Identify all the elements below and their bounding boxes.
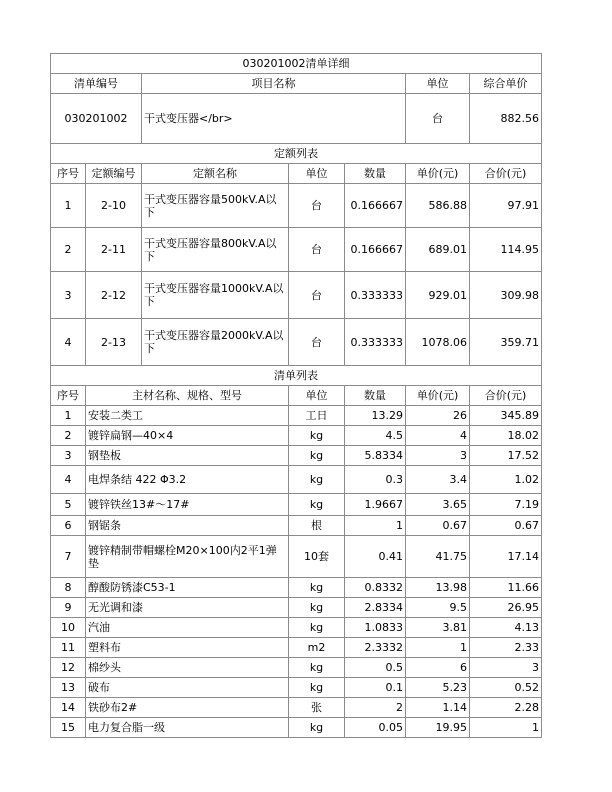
material-price: 1.14 xyxy=(406,698,470,718)
material-name: 钢锯条 xyxy=(86,516,289,536)
material-name: 钢垫板 xyxy=(86,446,289,466)
quota-section-title: 定额列表 xyxy=(51,144,542,164)
quota-col-header: 合价(元) xyxy=(470,164,542,184)
materials-col-header: 单位 xyxy=(289,386,345,406)
material-name: 安装二类工 xyxy=(86,406,289,426)
material-name: 镀锌铁丝13#～17# xyxy=(86,494,289,516)
material-price: 1 xyxy=(406,638,470,658)
quota-section-row xyxy=(51,144,542,164)
code-header: 清单编号 xyxy=(51,74,142,94)
material-row xyxy=(51,426,542,446)
quota-qty: 0.333333 xyxy=(345,272,406,319)
quota-price: 689.01 xyxy=(406,228,470,272)
item-unit: 台 xyxy=(406,94,470,144)
material-name: 破布 xyxy=(86,678,289,698)
material-total: 26.95 xyxy=(470,598,542,618)
sheet-title: 030201002清单详细 xyxy=(51,54,542,74)
material-name: 铁砂布2# xyxy=(86,698,289,718)
material-price: 3.65 xyxy=(406,494,470,516)
material-qty: 0.5 xyxy=(345,658,406,678)
material-unit: kg xyxy=(289,494,345,516)
material-qty: 0.3 xyxy=(345,466,406,494)
quota-total: 309.98 xyxy=(470,272,542,319)
material-no: 5 xyxy=(51,494,86,516)
materials-col-header: 主材名称、规格、型号 xyxy=(86,386,289,406)
material-qty: 0.8332 xyxy=(345,578,406,598)
quota-row xyxy=(51,272,542,319)
material-qty: 0.41 xyxy=(345,536,406,578)
item-price: 882.56 xyxy=(470,94,542,144)
unit-header: 单位 xyxy=(406,74,470,94)
material-price: 41.75 xyxy=(406,536,470,578)
quota-col-header: 定额编号 xyxy=(86,164,142,184)
material-no: 3 xyxy=(51,446,86,466)
material-unit: kg xyxy=(289,658,345,678)
quota-col-header: 单位 xyxy=(289,164,345,184)
material-row xyxy=(51,406,542,426)
material-unit: m2 xyxy=(289,638,345,658)
material-unit: kg xyxy=(289,446,345,466)
material-total: 2.28 xyxy=(470,698,542,718)
materials-header-row xyxy=(51,386,542,406)
material-row xyxy=(51,698,542,718)
material-qty: 1.0833 xyxy=(345,618,406,638)
material-unit: 10套 xyxy=(289,536,345,578)
material-no: 8 xyxy=(51,578,86,598)
material-name: 无光调和漆 xyxy=(86,598,289,618)
material-no: 7 xyxy=(51,536,86,578)
material-no: 12 xyxy=(51,658,86,678)
material-total: 17.52 xyxy=(470,446,542,466)
material-row xyxy=(51,446,542,466)
quota-price: 929.01 xyxy=(406,272,470,319)
material-unit: kg xyxy=(289,618,345,638)
material-price: 13.98 xyxy=(406,578,470,598)
material-qty: 5.8334 xyxy=(345,446,406,466)
materials-col-header: 合价(元) xyxy=(470,386,542,406)
quota-col-header: 数量 xyxy=(345,164,406,184)
material-row xyxy=(51,658,542,678)
item-row xyxy=(51,94,542,144)
material-no: 13 xyxy=(51,678,86,698)
material-name: 电焊条结 422 Φ3.2 xyxy=(86,466,289,494)
material-name: 电力复合脂一级 xyxy=(86,718,289,738)
material-qty: 0.1 xyxy=(345,678,406,698)
material-total: 345.89 xyxy=(470,406,542,426)
material-no: 1 xyxy=(51,406,86,426)
material-no: 15 xyxy=(51,718,86,738)
material-qty: 2.8334 xyxy=(345,598,406,618)
materials-col-header: 单价(元) xyxy=(406,386,470,406)
material-total: 1 xyxy=(470,718,542,738)
quota-no: 4 xyxy=(51,319,86,366)
material-unit: kg xyxy=(289,426,345,446)
title-row xyxy=(51,54,542,74)
quota-col-header: 单价(元) xyxy=(406,164,470,184)
quota-col-header: 序号 xyxy=(51,164,86,184)
name-header: 项目名称 xyxy=(142,74,406,94)
materials-col-header: 序号 xyxy=(51,386,86,406)
material-row xyxy=(51,536,542,578)
quota-total: 97.91 xyxy=(470,184,542,228)
material-unit: 根 xyxy=(289,516,345,536)
material-row xyxy=(51,598,542,618)
material-price: 26 xyxy=(406,406,470,426)
quota-name: 干式变压器容量500kV.A以下 xyxy=(142,184,289,228)
material-row xyxy=(51,578,542,598)
quota-name: 干式变压器容量2000kV.A以下 xyxy=(142,319,289,366)
material-price: 6 xyxy=(406,658,470,678)
quota-no: 3 xyxy=(51,272,86,319)
quota-code: 2-13 xyxy=(86,319,142,366)
quota-qty: 0.166667 xyxy=(345,228,406,272)
material-row xyxy=(51,618,542,638)
material-unit: 工日 xyxy=(289,406,345,426)
quota-qty: 0.166667 xyxy=(345,184,406,228)
quota-qty: 0.333333 xyxy=(345,319,406,366)
quota-row xyxy=(51,228,542,272)
material-row xyxy=(51,638,542,658)
material-qty: 1 xyxy=(345,516,406,536)
quota-row xyxy=(51,319,542,366)
material-total: 1.02 xyxy=(470,466,542,494)
quota-unit: 台 xyxy=(289,228,345,272)
material-total: 4.13 xyxy=(470,618,542,638)
material-price: 9.5 xyxy=(406,598,470,618)
material-name: 镀锌精制带帽螺栓M20×100内2平1弹垫 xyxy=(86,536,289,578)
quota-name: 干式变压器容量800kV.A以下 xyxy=(142,228,289,272)
quota-total: 359.71 xyxy=(470,319,542,366)
material-qty: 4.5 xyxy=(345,426,406,446)
quota-row xyxy=(51,184,542,228)
material-unit: kg xyxy=(289,578,345,598)
material-name: 汽油 xyxy=(86,618,289,638)
material-row xyxy=(51,466,542,494)
quota-total: 114.95 xyxy=(470,228,542,272)
material-unit: kg xyxy=(289,466,345,494)
quota-no: 2 xyxy=(51,228,86,272)
quota-unit: 台 xyxy=(289,319,345,366)
quota-code: 2-10 xyxy=(86,184,142,228)
material-price: 4 xyxy=(406,426,470,446)
item-name: 干式变压器</br> xyxy=(142,94,406,144)
quota-col-header: 定额名称 xyxy=(142,164,289,184)
material-qty: 2 xyxy=(345,698,406,718)
material-price: 0.67 xyxy=(406,516,470,536)
header-row xyxy=(51,74,542,94)
quota-no: 1 xyxy=(51,184,86,228)
quota-price: 586.88 xyxy=(406,184,470,228)
material-name: 醇酸防锈漆C53-1 xyxy=(86,578,289,598)
material-row xyxy=(51,718,542,738)
material-price: 3.4 xyxy=(406,466,470,494)
material-price: 19.95 xyxy=(406,718,470,738)
material-qty: 1.9667 xyxy=(345,494,406,516)
material-name: 棉纱头 xyxy=(86,658,289,678)
material-price: 5.23 xyxy=(406,678,470,698)
material-no: 11 xyxy=(51,638,86,658)
material-total: 0.52 xyxy=(470,678,542,698)
quota-unit: 台 xyxy=(289,184,345,228)
quota-header-row xyxy=(51,164,542,184)
material-no: 2 xyxy=(51,426,86,446)
material-no: 9 xyxy=(51,598,86,618)
quota-code: 2-11 xyxy=(86,228,142,272)
material-unit: kg xyxy=(289,598,345,618)
material-unit: kg xyxy=(289,718,345,738)
quota-name: 干式变压器容量1000kV.A以下 xyxy=(142,272,289,319)
material-qty: 2.3332 xyxy=(345,638,406,658)
material-no: 6 xyxy=(51,516,86,536)
material-no: 4 xyxy=(51,466,86,494)
material-name: 镀锌扁钢—40×4 xyxy=(86,426,289,446)
material-name: 塑料布 xyxy=(86,638,289,658)
material-qty: 13.29 xyxy=(345,406,406,426)
material-total: 0.67 xyxy=(470,516,542,536)
material-total: 11.66 xyxy=(470,578,542,598)
material-no: 14 xyxy=(51,698,86,718)
material-total: 7.19 xyxy=(470,494,542,516)
material-total: 18.02 xyxy=(470,426,542,446)
quota-unit: 台 xyxy=(289,272,345,319)
material-row xyxy=(51,494,542,516)
material-total: 2.33 xyxy=(470,638,542,658)
material-total: 3 xyxy=(470,658,542,678)
material-row xyxy=(51,516,542,536)
material-row xyxy=(51,678,542,698)
material-price: 3 xyxy=(406,446,470,466)
quota-code: 2-12 xyxy=(86,272,142,319)
material-no: 10 xyxy=(51,618,86,638)
bill-detail-table xyxy=(50,53,542,738)
material-unit: kg xyxy=(289,678,345,698)
price-header: 综合单价 xyxy=(470,74,542,94)
materials-col-header: 数量 xyxy=(345,386,406,406)
material-price: 3.81 xyxy=(406,618,470,638)
material-total: 17.14 xyxy=(470,536,542,578)
material-unit: 张 xyxy=(289,698,345,718)
item-code: 030201002 xyxy=(51,94,142,144)
quota-price: 1078.06 xyxy=(406,319,470,366)
materials-section-row xyxy=(51,366,542,386)
material-qty: 0.05 xyxy=(345,718,406,738)
materials-section-title: 清单列表 xyxy=(51,366,542,386)
